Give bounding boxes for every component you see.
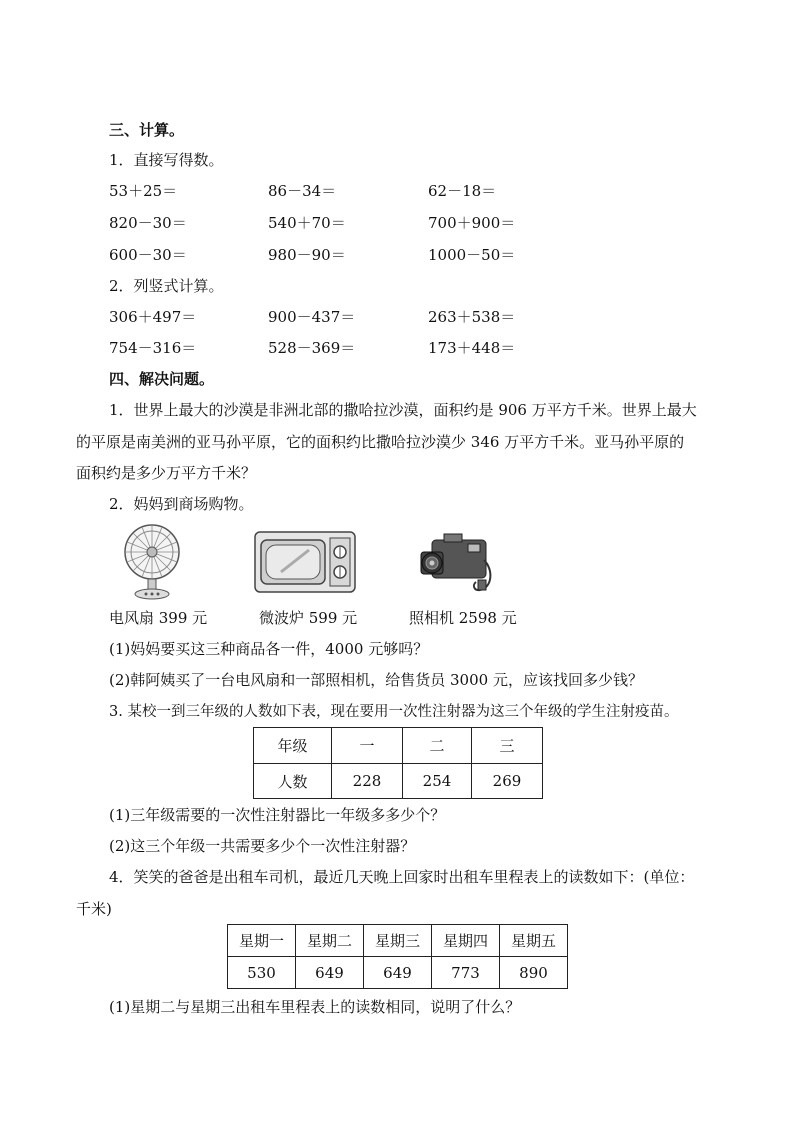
table-header-cell: 星期一 xyxy=(228,925,296,957)
calc-item: 86－34＝ xyxy=(268,182,337,200)
odometer-table xyxy=(227,924,568,989)
problem-1-line: 1．世界上最大的沙漠是非洲北部的撒哈拉沙漠，面积约是 906 万平方千米。世界上最大 xyxy=(109,401,697,419)
section-3-heading: 三、计算。 xyxy=(109,121,185,139)
question-2-title: 2．列竖式计算。 xyxy=(109,277,224,295)
problem-4-sub-1: (1)星期二与星期三出租车里程表上的读数相同，说明了什么？ xyxy=(109,998,521,1016)
calc-item: 62－18＝ xyxy=(428,182,497,200)
problem-3-title: 3. 某校一到三年级的人数如下表，现在要用一次性注射器为这三个年级的学生注射疫苗。 xyxy=(109,704,679,720)
problem-3-sub-1: (1)三年级需要的一次性注射器比一年级多多少个？ xyxy=(109,806,446,824)
vertical-calc-item: 306＋497＝ xyxy=(109,308,197,326)
product-label: 照相机 2598 元 xyxy=(409,609,517,627)
calc-item: 540＋70＝ xyxy=(268,214,346,232)
electric-fan-icon xyxy=(118,522,186,602)
table-cell: 228 xyxy=(332,764,403,799)
calc-item: 980－90＝ xyxy=(268,246,346,264)
vertical-calc-item: 900－437＝ xyxy=(268,308,356,326)
calc-item: 53＋25＝ xyxy=(109,182,178,200)
vertical-calc-item: 173＋448＝ xyxy=(428,339,516,357)
table-header-cell: 年级 xyxy=(254,728,332,764)
table-header-cell: 星期三 xyxy=(364,925,432,957)
product-label: 微波炉 599 元 xyxy=(259,609,358,627)
table-header-cell: 二 xyxy=(403,728,472,764)
vertical-calc-item: 754－316＝ xyxy=(109,339,197,357)
table-cell: 649 xyxy=(364,957,432,989)
problem-2-sub-1: (1)妈妈要买这三种商品各一件，4000 元够吗？ xyxy=(109,640,429,658)
table-cell: 人数 xyxy=(254,764,332,799)
calc-item: 700＋900＝ xyxy=(428,214,516,232)
table-cell: 890 xyxy=(500,957,568,989)
table-cell: 649 xyxy=(296,957,364,989)
section-4-heading: 四、解决问题。 xyxy=(109,370,215,388)
calc-item: 1000－50＝ xyxy=(428,246,516,264)
calc-item: 600－30＝ xyxy=(109,246,187,264)
problem-1-line: 面积约是多少万平方千米？ xyxy=(76,464,257,482)
table-header-cell: 星期四 xyxy=(432,925,500,957)
question-1-title: 1．直接写得数。 xyxy=(109,151,224,169)
problem-1-line: 的平原是南美洲的亚马孙平原，它的面积约比撒哈拉沙漠少 346 万平方千米。亚马孙平原的 xyxy=(76,433,685,451)
table-header-cell: 星期二 xyxy=(296,925,364,957)
product-label: 电风扇 399 元 xyxy=(109,609,208,627)
table-header-cell: 一 xyxy=(332,728,403,764)
vertical-calc-item: 263＋538＝ xyxy=(428,308,516,326)
table-header-cell: 星期五 xyxy=(500,925,568,957)
problem-2-title: 2．妈妈到商场购物。 xyxy=(109,495,254,513)
problem-4-line: 4．笑笑的爸爸是出租车司机，最近几天晚上回家时出租车里程表上的读数如下：(单位： xyxy=(109,868,695,886)
table-header-cell: 三 xyxy=(472,728,543,764)
microwave-icon xyxy=(253,530,357,596)
grade-count-table xyxy=(253,727,543,799)
problem-3-sub-2: (2)这三个年级一共需要多少个一次性注射器？ xyxy=(109,837,416,855)
table-cell: 773 xyxy=(432,957,500,989)
table-cell: 254 xyxy=(403,764,472,799)
table-cell: 530 xyxy=(228,957,296,989)
calc-item: 820－30＝ xyxy=(109,214,187,232)
table-cell: 269 xyxy=(472,764,543,799)
camera-icon xyxy=(418,530,498,596)
problem-2-sub-2: (2)韩阿姨买了一台电风扇和一部照相机，给售货员 3000 元，应该找回多少钱？ xyxy=(109,671,643,689)
problem-4-line: 千米) xyxy=(76,900,112,918)
vertical-calc-item: 528－369＝ xyxy=(268,339,356,357)
